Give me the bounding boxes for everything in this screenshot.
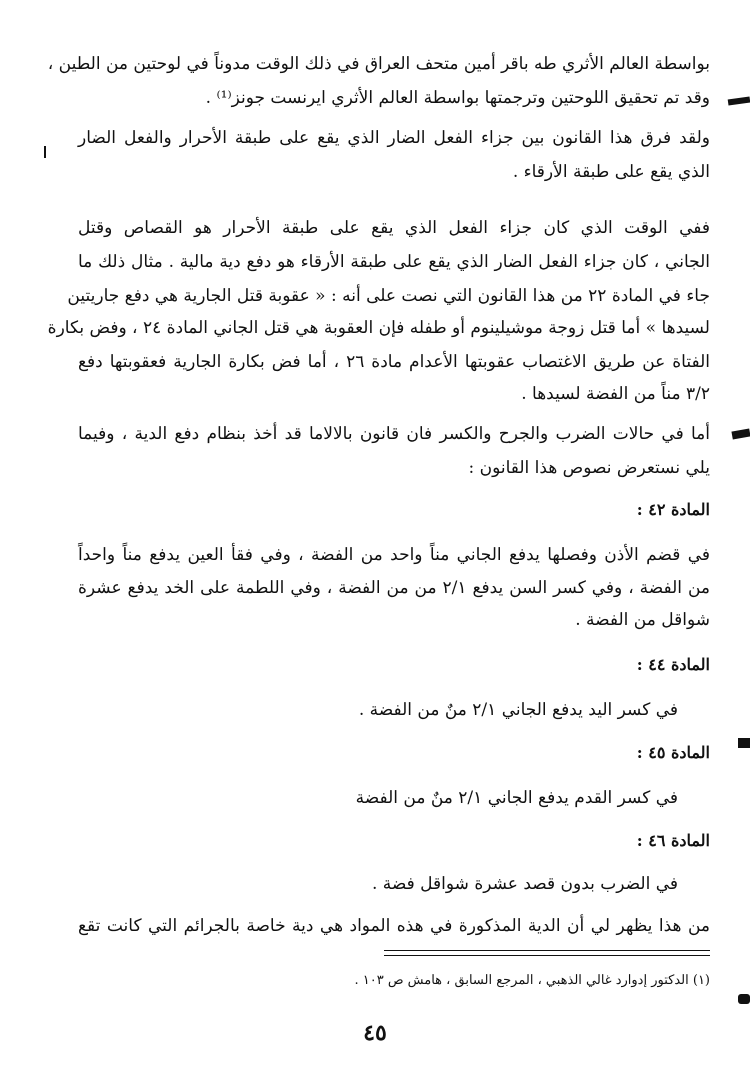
scan-mark — [44, 146, 46, 158]
text-line: من الفضة ، وفي كسر السن يدفع ٢/١ من من الفضة ، وفي اللطمة على الخد يدفع عشرة — [78, 578, 710, 598]
text-line: الجاني ، كان جزاء الفعل الضار الذي يقع على طبقة الأرقاء هو دفع دية مالية . مثال ذلك ما — [78, 252, 710, 272]
footnote-separator — [384, 955, 710, 956]
text-line: بواسطة العالم الأثري طه باقر أمين متحف العراق في ذلك الوقت مدوناً في لوحتين من الطين ، — [47, 54, 710, 74]
article-heading: المادة ٤٥ : — [636, 743, 710, 762]
text-line: جاء في المادة ٢٢ من هذا القانون التي نصت على أنه : « عقوبة قتل الجارية هي دفع جاريتين — [67, 286, 710, 306]
text-line: لسيدها » أما قتل زوجة موشيلينوم أو طفله فإن العقوبة هي قتل الجاني المادة ٢٤ ، وفض بكارة — [47, 318, 710, 338]
text-line: ولقد فرق هذا القانون بين جزاء الفعل الضار الذي يقع على طبقة الأحرار والفعل الضار — [78, 128, 710, 148]
text-line: وقد تم تحقيق اللوحتين وترجمتها بواسطة العالم الأثري ايرنست جونز⁽¹⁾ . — [205, 88, 710, 108]
text-line: من هذا يظهر لي أن الدية المذكورة في هذه المواد هي دية خاصة بالجرائم التي كانت تقع — [78, 916, 710, 936]
text-line: في قضم الأذن وفصلها يدفع الجاني مناً واحد من الفضة ، وفي فقأ العين يدفع مناً واحداً — [78, 545, 710, 565]
text-line: الفتاة عن طريق الاغتصاب عقوبتها الأعدام مادة ٢٦ ، أما فض بكارة الجارية فعقوبتها دفع — [78, 352, 710, 372]
text-line: أما في حالات الضرب والجرح والكسر فان قانون بالالاما قد أخذ بنظام دفع الدية ، وفيما — [78, 424, 710, 444]
scan-mark — [738, 994, 750, 1004]
text-line: يلي نستعرض نصوص هذا القانون : — [468, 458, 710, 478]
article-heading: المادة ٤٤ : — [636, 655, 710, 674]
scan-mark — [738, 738, 750, 748]
text-line: في كسر اليد يدفع الجاني ٢/١ منٌ من الفضة . — [358, 700, 678, 720]
footnote-separator — [384, 950, 710, 951]
text-line: ٣/٢ مناً من الفضة لسيدها . — [521, 384, 710, 404]
text-line: في الضرب بدون قصد عشرة شواقل فضة . — [371, 874, 678, 894]
text-line: الذي يقع على طبقة الأرقاء . — [512, 162, 710, 182]
article-heading: المادة ٤٢ : — [636, 500, 710, 519]
text-line: في كسر القدم يدفع الجاني ٢/١ منٌ من الفضة — [355, 788, 678, 808]
scan-mark — [728, 96, 750, 105]
scan-mark — [731, 428, 750, 439]
page-number: ٤٥ — [363, 1020, 387, 1046]
article-heading: المادة ٤٦ : — [636, 831, 710, 850]
text-line: شواقل من الفضة . — [575, 610, 710, 630]
text-line: ففي الوقت الذي كان جزاء الفعل الذي يقع على طبقة الأحرار هو القصاص وقتل — [78, 218, 710, 238]
footnote: (١) الدكتور إدوارد غالي الذهبي ، المرجع السابق ، هامش ص ١٠٣ . — [354, 973, 710, 988]
